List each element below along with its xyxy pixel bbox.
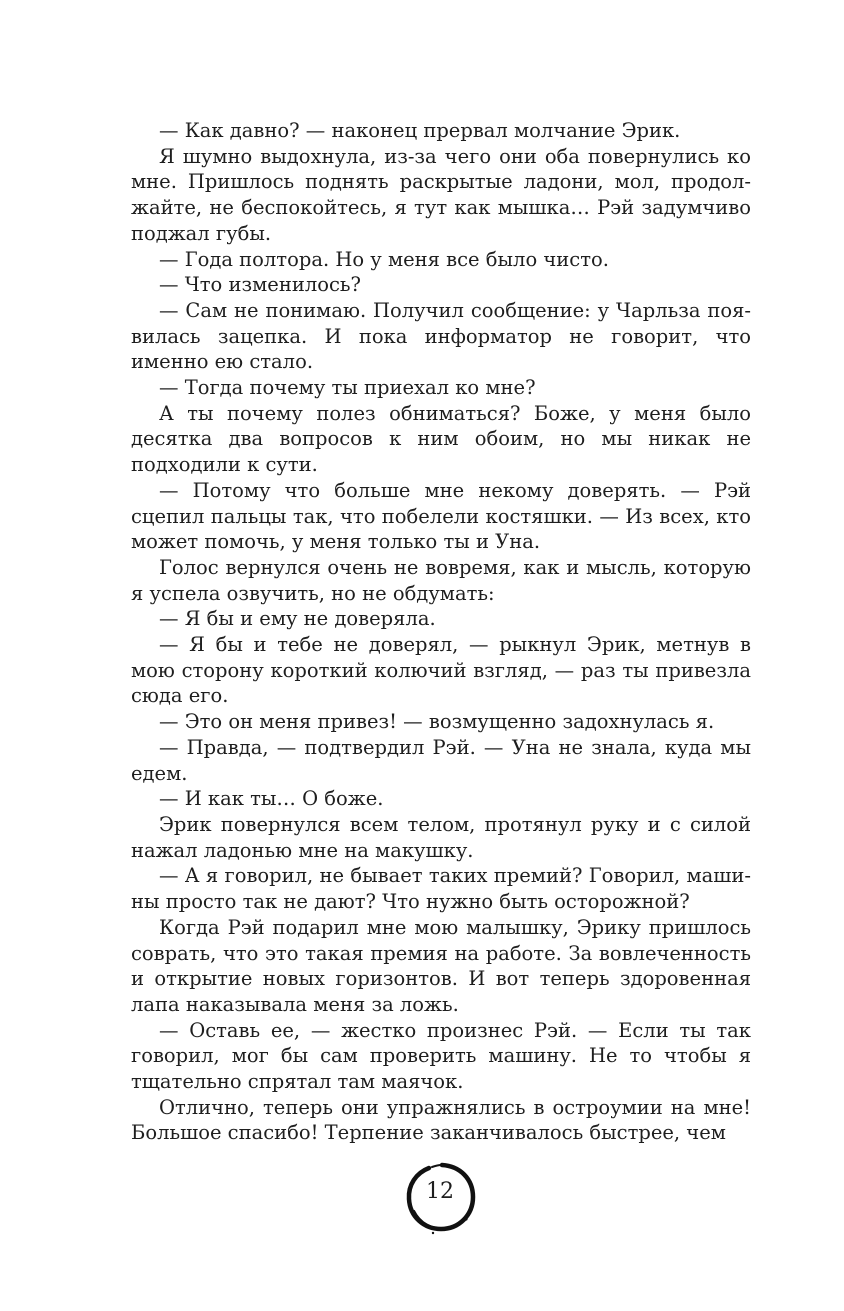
page-number-badge <box>402 1159 478 1235</box>
paragraph-8: — Потому что больше мне некому доверять. — Рэй сцепил пальцы так, что побелели костяшки. — Из всех, кто может помочь, у меня только ты и Уна. <box>131 478 751 554</box>
paragraph-9: Голос вернулся очень не вовремя, как и мысль, которую я успела озвучить, но не обдумать: <box>131 555 751 605</box>
paragraph-19: Отлично, теперь они упражнялись в остроумии на мне! Большое спасибо! Терпение заканчивалось быстрее, чем <box>131 1095 751 1145</box>
paragraph-13: — Правда, — подтвердил Рэй. — Уна не знала, куда мы едем. <box>131 735 751 785</box>
page-number: 12 <box>426 1179 454 1204</box>
paragraph-15: Эрик повернулся всем телом, протянул руку и с силой нажал ладонью мне на макушку. <box>131 812 751 862</box>
paragraph-2: Я шумно выдохнула, из-за чего они оба повернулись ко мне. Пришлось поднять раскрытые ладони, мол, продолжайте, не беспокойтесь, я тут как мышка… Рэй задумчиво поджал губы. <box>131 144 751 245</box>
paragraph-14: — И как ты… О боже. <box>159 787 384 811</box>
paragraph-16: — А я говорил, не бывает таких премий? Говорил, машины просто так не дают? Что нужно быть осторожной? <box>131 864 751 914</box>
paragraph-6: — Тогда почему ты приехал ко мне? <box>159 376 536 400</box>
paragraph-11: — Я бы и тебе не доверял, — рыкнул Эрик, метнув в мою сторону короткий колючий взгляд, — раз ты привезла сюда его. <box>131 633 751 708</box>
paragraph-18: — Оставь ее, — жестко произнес Рэй. — Если ты так говорил, мог бы сам проверить машину. Не то чтобы я тщательно спрятал там маячок. <box>131 1018 751 1094</box>
paragraph-4: — Что изменилось? <box>159 273 361 297</box>
body-text <box>131 118 751 1146</box>
paragraph-10: — Я бы и ему не доверяла. <box>159 607 436 631</box>
paragraph-12: — Это он меня привез! — возмущенно задохнулась я. <box>159 710 715 734</box>
paragraph-3: — Года полтора. Но у меня все было чисто. <box>159 247 609 271</box>
paragraph-7: А ты почему полез обниматься? Боже, у меня было десятка два вопросов к ним обоим, но мы никак не подходили к сути. <box>131 401 751 477</box>
paragraph-17: Когда Рэй подарил мне мою малышку, Эрику пришлось соврать, что это такая премия на работе. За вовлеченность и открытие новых горизонтов. И вот теперь здоровенная лапа наказывала меня за ложь. <box>131 915 751 1016</box>
paragraph-5: — Сам не понимаю. Получил сообщение: у Чарльза появилась зацепка. И пока информатор не говорит, что именно ею стало. <box>131 298 751 374</box>
paragraph-1: — Как давно? — наконец прервал молчание Эрик. <box>159 119 681 142</box>
